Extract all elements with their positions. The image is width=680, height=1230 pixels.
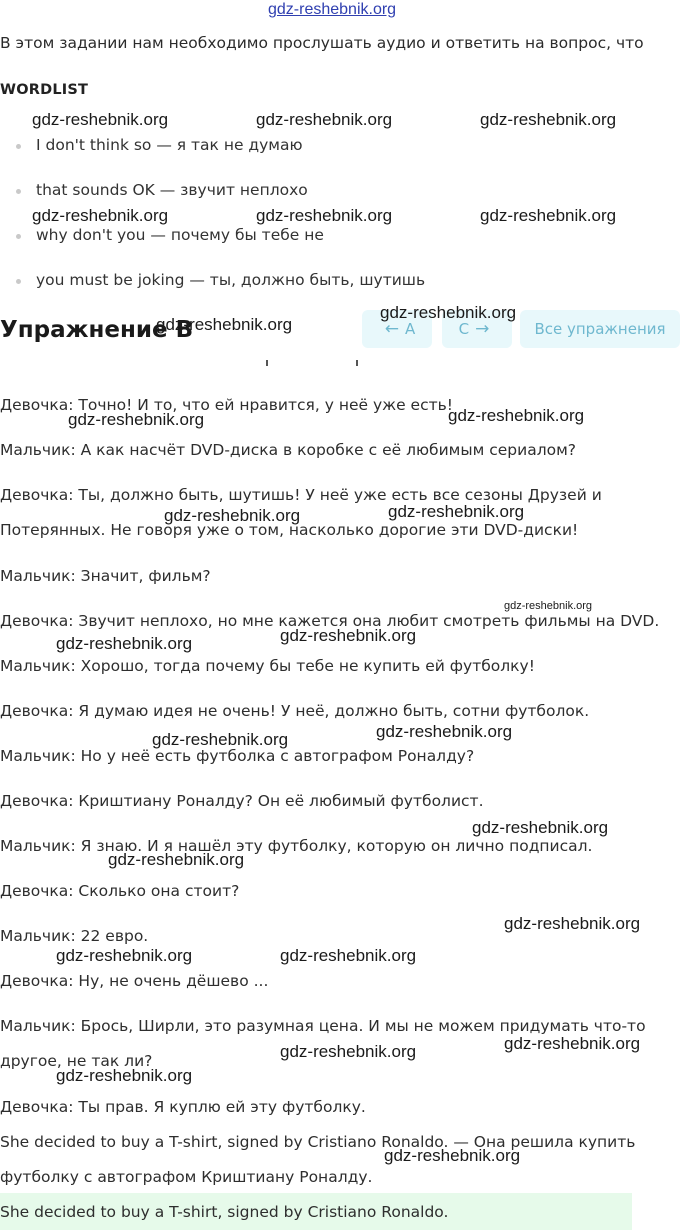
next-exercise-button[interactable]: C → xyxy=(442,310,512,348)
dialogue-line: Мальчик: Но у неё есть футболка с автографом Роналду? xyxy=(0,747,475,765)
watermark: gdz-reshebnik.org xyxy=(448,406,585,425)
dialogue-line: Девочка: Точно! И то, что ей нравится, у неё уже есть! xyxy=(0,396,453,414)
watermark: gdz-reshebnik.org xyxy=(376,722,513,741)
dialogue-line: Девочка: Криштиану Роналду? Он её любимый футболист. xyxy=(0,792,484,810)
watermark: gdz-reshebnik.org xyxy=(164,506,301,525)
watermark: gdz-reshebnik.org xyxy=(504,600,593,612)
watermark: gdz-reshebnik.org xyxy=(388,502,525,521)
watermark: gdz-reshebnik.org xyxy=(108,850,245,869)
answer-highlight-box xyxy=(0,1193,632,1230)
arrow-right-icon: → xyxy=(475,319,490,339)
watermark: gdz-reshebnik.org xyxy=(56,634,193,653)
dialogue-line: Девочка: Ты прав. Я куплю ей эту футболку. xyxy=(0,1098,366,1116)
dialogue-line: Мальчик: Брось, Ширли, это разумная цена. И мы не можем придумать что-то xyxy=(0,1017,646,1035)
watermark-top-link[interactable]: gdz-reshebnik.org xyxy=(268,1,397,18)
bullet-dot-icon xyxy=(16,279,21,284)
watermark: gdz-reshebnik.org xyxy=(280,1042,417,1061)
watermark: gdz-reshebnik.org xyxy=(504,1034,641,1053)
watermark: gdz-reshebnik.org xyxy=(56,1066,193,1085)
watermark: gdz-reshebnik.org xyxy=(472,818,609,837)
answer-text: She decided to buy a T-shirt, signed by Cristiano Ronaldo. xyxy=(0,1203,449,1221)
watermark: gdz-reshebnik.org xyxy=(480,206,617,225)
watermark: gdz-reshebnik.org xyxy=(32,206,169,225)
intro-text: В этом задании нам необходимо прослушать аудио и ответить на вопрос, что xyxy=(0,34,644,52)
watermark: gdz-reshebnik.org xyxy=(256,206,393,225)
wordlist-heading: WORDLIST xyxy=(0,82,89,98)
dialogue-line: Девочка: Ну, не очень дёшево ... xyxy=(0,972,269,990)
all-exercises-button[interactable]: Все упражнения xyxy=(520,310,680,348)
clipped-text-fragment xyxy=(356,360,358,366)
answer-translation: футболку с автографом Криштиану Роналду. xyxy=(0,1168,373,1186)
arrow-left-icon: ← xyxy=(384,319,399,339)
dialogue-line: Мальчик: Хорошо, тогда почему бы тебе не купить ей футболку! xyxy=(0,657,535,675)
dialogue-line: Девочка: Звучит неплохо, но мне кажется она любит смотреть фильмы на DVD. xyxy=(0,612,660,630)
watermark: gdz-reshebnik.org xyxy=(56,946,193,965)
clipped-text-fragment xyxy=(266,360,268,366)
dialogue-line: Мальчик: А как насчёт DVD-диска в коробке с её любимым сериалом? xyxy=(0,441,577,459)
watermark: gdz-reshebnik.org xyxy=(256,110,393,129)
dialogue-line: Девочка: Сколько она стоит? xyxy=(0,882,240,900)
dialogue-line: Мальчик: Я знаю. И я нашёл эту футболку, которую он лично подписал. xyxy=(0,837,593,855)
dialogue-line: Потерянных. Не говоря уже о том, насколько дорогие эти DVD-диски! xyxy=(0,521,579,539)
answer-translation: She decided to buy a T-shirt, signed by Cristiano Ronaldo. — Она решила купить xyxy=(0,1133,636,1151)
dialogue-line: Мальчик: Значит, фильм? xyxy=(0,567,211,585)
prev-exercise-button[interactable]: ← A xyxy=(362,310,432,348)
dialogue-line: Девочка: Я думаю идея не очень! У неё, должно быть, сотни футболок. xyxy=(0,702,590,720)
bullet-dot-icon xyxy=(16,234,21,239)
watermark: gdz-reshebnik.org xyxy=(380,303,517,322)
watermark: gdz-reshebnik.org xyxy=(68,410,205,429)
watermark: gdz-reshebnik.org xyxy=(480,110,617,129)
watermark: gdz-reshebnik.org xyxy=(280,946,417,965)
bullet-dot-icon xyxy=(16,189,21,194)
exercise-title: Упражнение B xyxy=(0,317,194,343)
watermark: gdz-reshebnik.org xyxy=(504,914,641,933)
watermark: gdz-reshebnik.org xyxy=(280,626,417,645)
watermark: gdz-reshebnik.org xyxy=(156,315,293,334)
dialogue-line: другое, не так ли? xyxy=(0,1052,153,1070)
dialogue-line: Мальчик: 22 евро. xyxy=(0,927,149,945)
watermark: gdz-reshebnik.org xyxy=(384,1146,521,1165)
dialogue-line: Девочка: Ты, должно быть, шутишь! У неё уже есть все сезоны Друзей и xyxy=(0,486,602,504)
bullet-dot-icon xyxy=(16,144,21,149)
watermark: gdz-reshebnik.org xyxy=(152,730,289,749)
watermark: gdz-reshebnik.org xyxy=(32,110,169,129)
